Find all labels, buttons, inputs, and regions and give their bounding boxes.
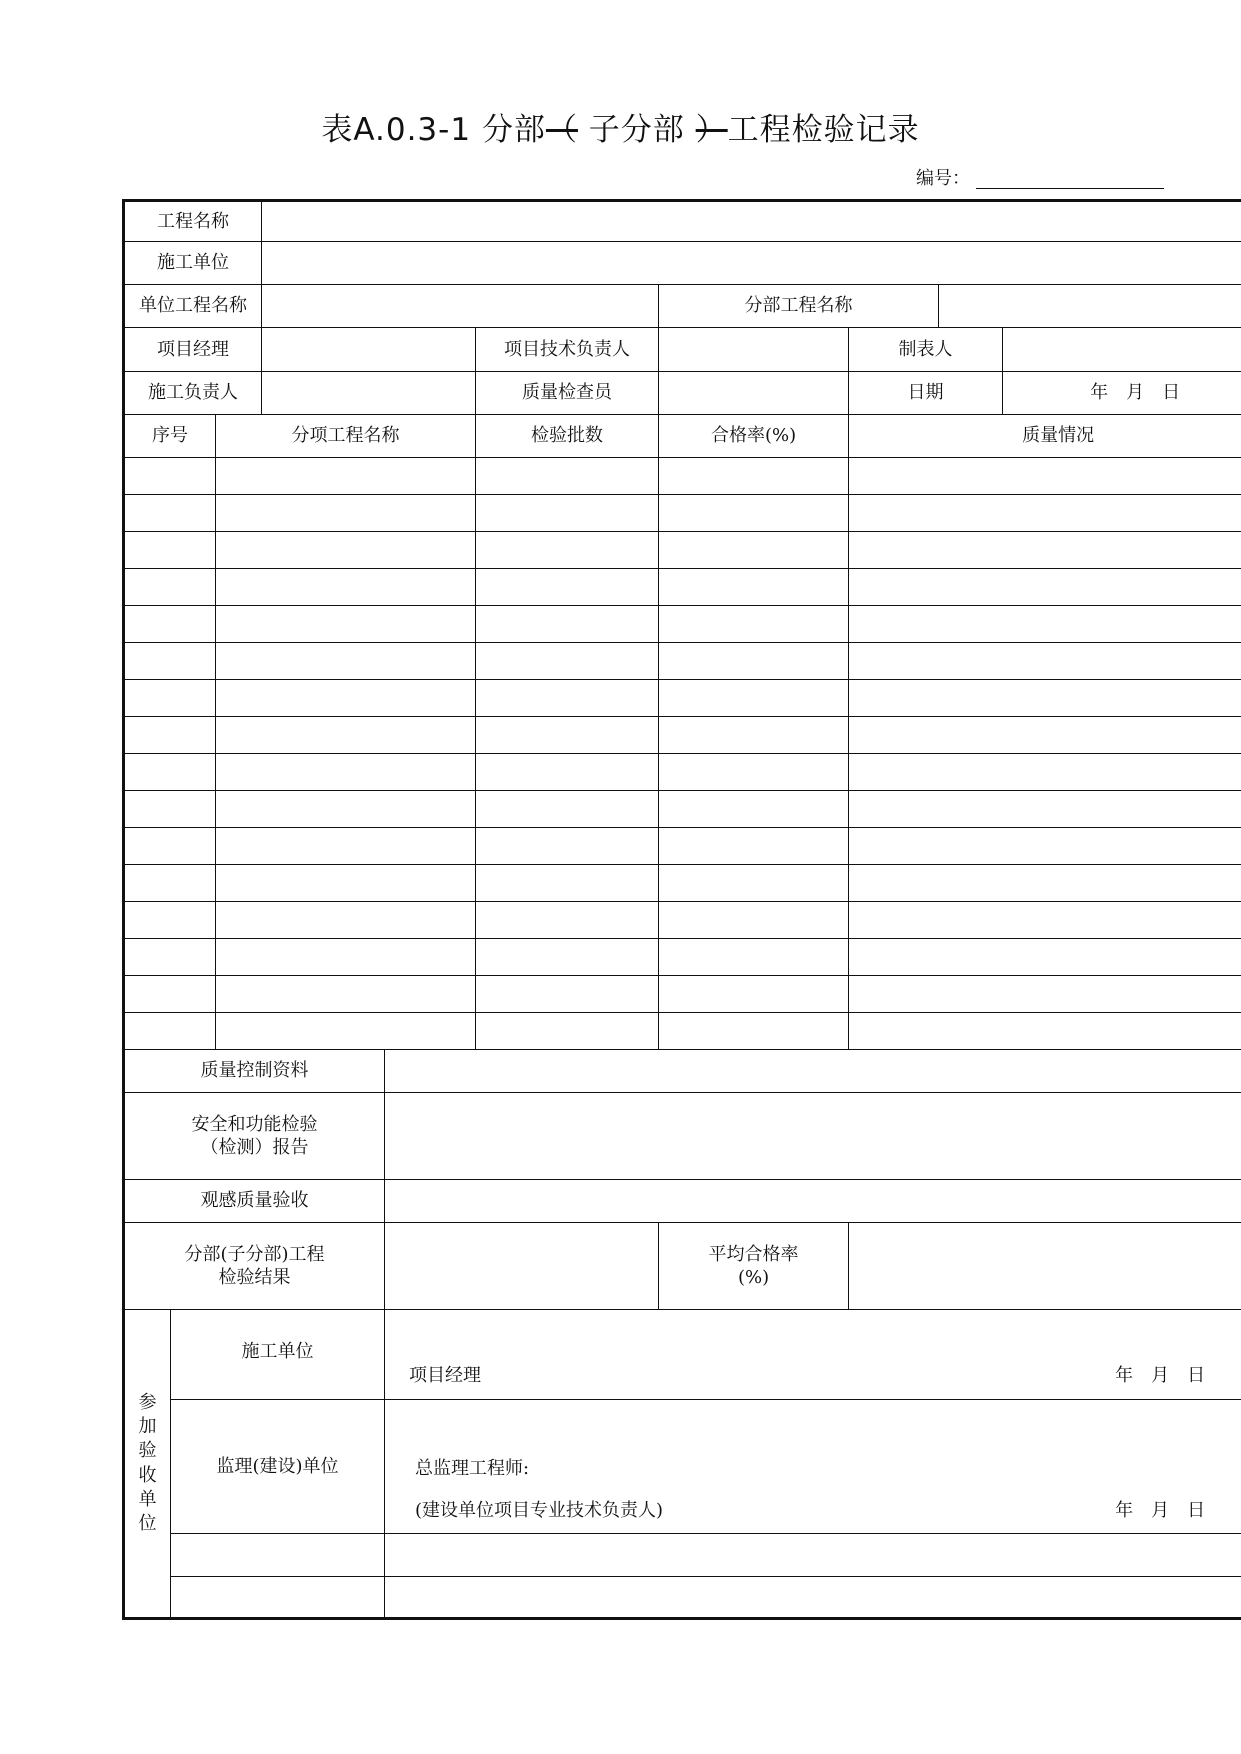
cell-subitem-name[interactable] — [216, 680, 476, 717]
cell-subitem-name[interactable] — [216, 865, 476, 902]
cell-batch-count[interactable] — [476, 828, 659, 865]
value-visual-quality[interactable] — [385, 1180, 1241, 1223]
cell-quality-status[interactable] — [849, 606, 1241, 643]
cell-pass-rate[interactable] — [659, 902, 849, 939]
sign-chief-supervisor-label: 总监理工程师: — [415, 1458, 530, 1479]
table-row — [124, 828, 1241, 865]
table-row — [124, 902, 1241, 939]
cell-pass-rate[interactable] — [659, 791, 849, 828]
col-header-subitem-name: 分项工程名称 — [216, 415, 476, 458]
title-strike2: ） — [695, 112, 728, 148]
cell-pass-rate[interactable] — [659, 976, 849, 1013]
side-char: 参 — [138, 1391, 157, 1413]
label-avg-pass-rate — [659, 1223, 849, 1310]
table-row — [124, 495, 1241, 532]
row-safety-report — [124, 1093, 1241, 1180]
cell-seq[interactable] — [124, 828, 216, 865]
cell-batch-count[interactable] — [476, 902, 659, 939]
label-avg-line1: 平均合格率 — [708, 1243, 799, 1265]
table-row — [124, 680, 1241, 717]
label-quality-docs: 质量控制资料 — [124, 1050, 385, 1093]
col-header-batch-count: 检验批数 — [476, 415, 659, 458]
row-project-name — [124, 201, 1241, 242]
sign-construction-inner — [385, 1310, 1241, 1399]
col-header-seq: 序号 — [124, 415, 216, 458]
side-char: 加 — [138, 1415, 157, 1437]
row-leads — [124, 372, 1241, 415]
cell-quality-status[interactable] — [849, 458, 1241, 495]
cell-subitem-name[interactable] — [216, 606, 476, 643]
cell-pass-rate[interactable] — [659, 939, 849, 976]
label-safety-report — [124, 1093, 385, 1180]
table-row — [124, 643, 1241, 680]
row-sign-supervisor — [124, 1400, 1241, 1534]
label-result — [124, 1223, 385, 1310]
sign-supervisor-date: 年 月 日 — [1115, 1500, 1206, 1521]
table-row — [124, 458, 1241, 495]
cell-quality-status[interactable] — [849, 902, 1241, 939]
label-sign-supervisor-unit: 监理(建设)单位 — [171, 1400, 385, 1534]
cell-subitem-name[interactable] — [216, 1013, 476, 1050]
value-division-project-name[interactable] — [939, 285, 1241, 328]
row-sign-extra-1 — [124, 1534, 1241, 1577]
row-sign-construction — [124, 1310, 1241, 1400]
sign-owner-tech-label: (建设单位项目专业技术负责人) — [415, 1500, 664, 1521]
cell-subitem-name[interactable] — [216, 902, 476, 939]
cell-seq[interactable] — [124, 717, 216, 754]
table-row — [124, 532, 1241, 569]
row-visual-quality — [124, 1180, 1241, 1223]
cell-batch-count[interactable] — [476, 976, 659, 1013]
cell-batch-count[interactable] — [476, 643, 659, 680]
value-construction-unit[interactable] — [262, 242, 1241, 285]
sign-supervisor-inner — [385, 1400, 1241, 1533]
label-division-project-name: 分部工程名称 — [659, 285, 939, 328]
cell-seq[interactable] — [124, 606, 216, 643]
side-label-participants — [124, 1310, 171, 1619]
label-visual-quality: 观感质量验收 — [124, 1180, 385, 1223]
label-tabulator: 制表人 — [849, 328, 1003, 372]
cell-quality-status[interactable] — [849, 569, 1241, 606]
table-row — [124, 569, 1241, 606]
cell-seq[interactable] — [124, 495, 216, 532]
cell-seq[interactable] — [124, 939, 216, 976]
cell-batch-count[interactable] — [476, 865, 659, 902]
value-sign-extra-2[interactable] — [385, 1577, 1241, 1619]
cell-batch-count[interactable] — [476, 939, 659, 976]
cell-batch-count[interactable] — [476, 717, 659, 754]
cell-batch-count[interactable] — [476, 754, 659, 791]
side-char: 单 — [138, 1488, 157, 1510]
cell-quality-status[interactable] — [849, 791, 1241, 828]
cell-pass-rate[interactable] — [659, 495, 849, 532]
value-project-manager[interactable] — [262, 328, 476, 372]
cell-seq[interactable] — [124, 976, 216, 1013]
label-sign-construction-unit: 施工单位 — [171, 1310, 385, 1400]
row-quality-docs — [124, 1050, 1241, 1093]
value-result[interactable] — [385, 1223, 659, 1310]
cell-batch-count[interactable] — [476, 495, 659, 532]
table-row — [124, 754, 1241, 791]
table-row — [124, 865, 1241, 902]
cell-quality-status[interactable] — [849, 754, 1241, 791]
value-date[interactable]: 年 月 日 — [1003, 372, 1241, 415]
cell-subitem-name[interactable] — [216, 976, 476, 1013]
value-tabulator[interactable] — [1003, 328, 1241, 372]
cell-subitem-name[interactable] — [216, 717, 476, 754]
cell-subitem-name[interactable] — [216, 939, 476, 976]
cell-quality-status[interactable] — [849, 939, 1241, 976]
sign-construction-area[interactable] — [385, 1310, 1241, 1400]
cell-pass-rate[interactable] — [659, 865, 849, 902]
cell-seq[interactable] — [124, 569, 216, 606]
cell-pass-rate[interactable] — [659, 458, 849, 495]
title-part1: 分部 — [481, 112, 546, 148]
table-row — [124, 606, 1241, 643]
column-header-row — [124, 415, 1241, 458]
cell-seq[interactable] — [124, 1013, 216, 1050]
label-sign-extra-1[interactable] — [171, 1534, 385, 1577]
table-row — [124, 791, 1241, 828]
cell-pass-rate[interactable] — [659, 532, 849, 569]
value-project-name[interactable] — [262, 201, 1241, 242]
sign-project-manager-label: 项目经理 — [409, 1364, 482, 1386]
value-safety-report[interactable] — [385, 1093, 1241, 1180]
cell-pass-rate[interactable] — [659, 828, 849, 865]
cell-batch-count[interactable] — [476, 1013, 659, 1050]
cell-pass-rate[interactable] — [659, 1013, 849, 1050]
cell-pass-rate[interactable] — [659, 680, 849, 717]
cell-seq[interactable] — [124, 902, 216, 939]
sign-construction-date: 年 月 日 — [1115, 1364, 1206, 1386]
cell-subitem-name[interactable] — [216, 754, 476, 791]
cell-batch-count[interactable] — [476, 791, 659, 828]
title-part3: 工程检验记录 — [727, 112, 920, 148]
cell-seq[interactable] — [124, 791, 216, 828]
code-input-line[interactable] — [976, 188, 1164, 189]
cell-quality-status[interactable] — [849, 680, 1241, 717]
cell-batch-count[interactable] — [476, 458, 659, 495]
cell-quality-status[interactable] — [849, 643, 1241, 680]
row-result — [124, 1223, 1241, 1310]
cell-seq[interactable] — [124, 532, 216, 569]
label-result-line2: 检验结果 — [218, 1267, 291, 1288]
cell-quality-status[interactable] — [849, 865, 1241, 902]
cell-pass-rate[interactable] — [659, 643, 849, 680]
value-sign-extra-1[interactable] — [385, 1534, 1241, 1577]
cell-pass-rate[interactable] — [659, 569, 849, 606]
row-unit-project — [124, 285, 1241, 328]
cell-pass-rate[interactable] — [659, 754, 849, 791]
cell-seq[interactable] — [124, 458, 216, 495]
cell-seq[interactable] — [124, 643, 216, 680]
side-char: 验 — [138, 1440, 157, 1462]
form-title — [0, 104, 1241, 149]
data-rows — [124, 458, 1241, 1050]
side-char: 收 — [138, 1464, 157, 1486]
code-label: 编号： — [916, 168, 970, 189]
cell-subitem-name[interactable] — [216, 569, 476, 606]
cell-seq[interactable] — [124, 865, 216, 902]
col-header-pass-rate: 合格率(%) — [659, 415, 849, 458]
label-quality-inspector: 质量检查员 — [476, 372, 659, 415]
label-unit-project-name: 单位工程名称 — [124, 285, 262, 328]
label-sign-extra-2[interactable] — [171, 1577, 385, 1619]
cell-quality-status[interactable] — [849, 828, 1241, 865]
label-avg-line2: (%) — [737, 1267, 770, 1288]
cell-subitem-name[interactable] — [216, 532, 476, 569]
cell-pass-rate[interactable] — [659, 606, 849, 643]
cell-batch-count[interactable] — [476, 606, 659, 643]
label-tech-lead: 项目技术负责人 — [476, 328, 659, 372]
title-strike1: （ — [545, 112, 578, 148]
cell-quality-status[interactable] — [849, 532, 1241, 569]
label-project-name: 工程名称 — [124, 201, 262, 242]
table-row — [124, 717, 1241, 754]
value-construction-lead[interactable] — [262, 372, 476, 415]
label-safety-line1: 安全和功能检验 — [191, 1113, 318, 1135]
row-sign-extra-2 — [124, 1577, 1241, 1619]
cell-quality-status[interactable] — [849, 1013, 1241, 1050]
row-construction-unit — [124, 242, 1241, 285]
cell-seq[interactable] — [124, 680, 216, 717]
sign-supervisor-area[interactable] — [385, 1400, 1241, 1534]
cell-quality-status[interactable] — [849, 976, 1241, 1013]
title-part2: 子分部 — [577, 112, 696, 148]
label-project-manager: 项目经理 — [124, 328, 262, 372]
table-row — [124, 976, 1241, 1013]
side-char: 位 — [138, 1513, 157, 1535]
label-safety-line2: （检测）报告 — [200, 1137, 309, 1158]
cell-subitem-name[interactable] — [216, 495, 476, 532]
row-managers — [124, 328, 1241, 372]
cell-pass-rate[interactable] — [659, 717, 849, 754]
cell-batch-count[interactable] — [476, 680, 659, 717]
cell-subitem-name[interactable] — [216, 791, 476, 828]
label-construction-unit: 施工单位 — [124, 242, 262, 285]
cell-subitem-name[interactable] — [216, 458, 476, 495]
value-quality-docs[interactable] — [385, 1050, 1241, 1093]
cell-seq[interactable] — [124, 754, 216, 791]
cell-subitem-name[interactable] — [216, 643, 476, 680]
cell-quality-status[interactable] — [849, 717, 1241, 754]
cell-batch-count[interactable] — [476, 569, 659, 606]
cell-batch-count[interactable] — [476, 532, 659, 569]
label-date: 日期 — [849, 372, 1003, 415]
value-unit-project-name[interactable] — [262, 285, 659, 328]
label-result-line1: 分部(子分部)工程 — [184, 1243, 325, 1265]
table-row — [124, 1013, 1241, 1050]
title-prefix: 表A.0.3-1 — [321, 112, 482, 148]
value-tech-lead[interactable] — [659, 328, 849, 372]
inspection-form-table — [122, 199, 1241, 1620]
table-row — [124, 939, 1241, 976]
cell-quality-status[interactable] — [849, 495, 1241, 532]
col-header-quality-status: 质量情况 — [849, 415, 1241, 458]
cell-subitem-name[interactable] — [216, 828, 476, 865]
value-avg-pass-rate[interactable] — [849, 1223, 1241, 1310]
label-construction-lead: 施工负责人 — [124, 372, 262, 415]
value-quality-inspector[interactable] — [659, 372, 849, 415]
